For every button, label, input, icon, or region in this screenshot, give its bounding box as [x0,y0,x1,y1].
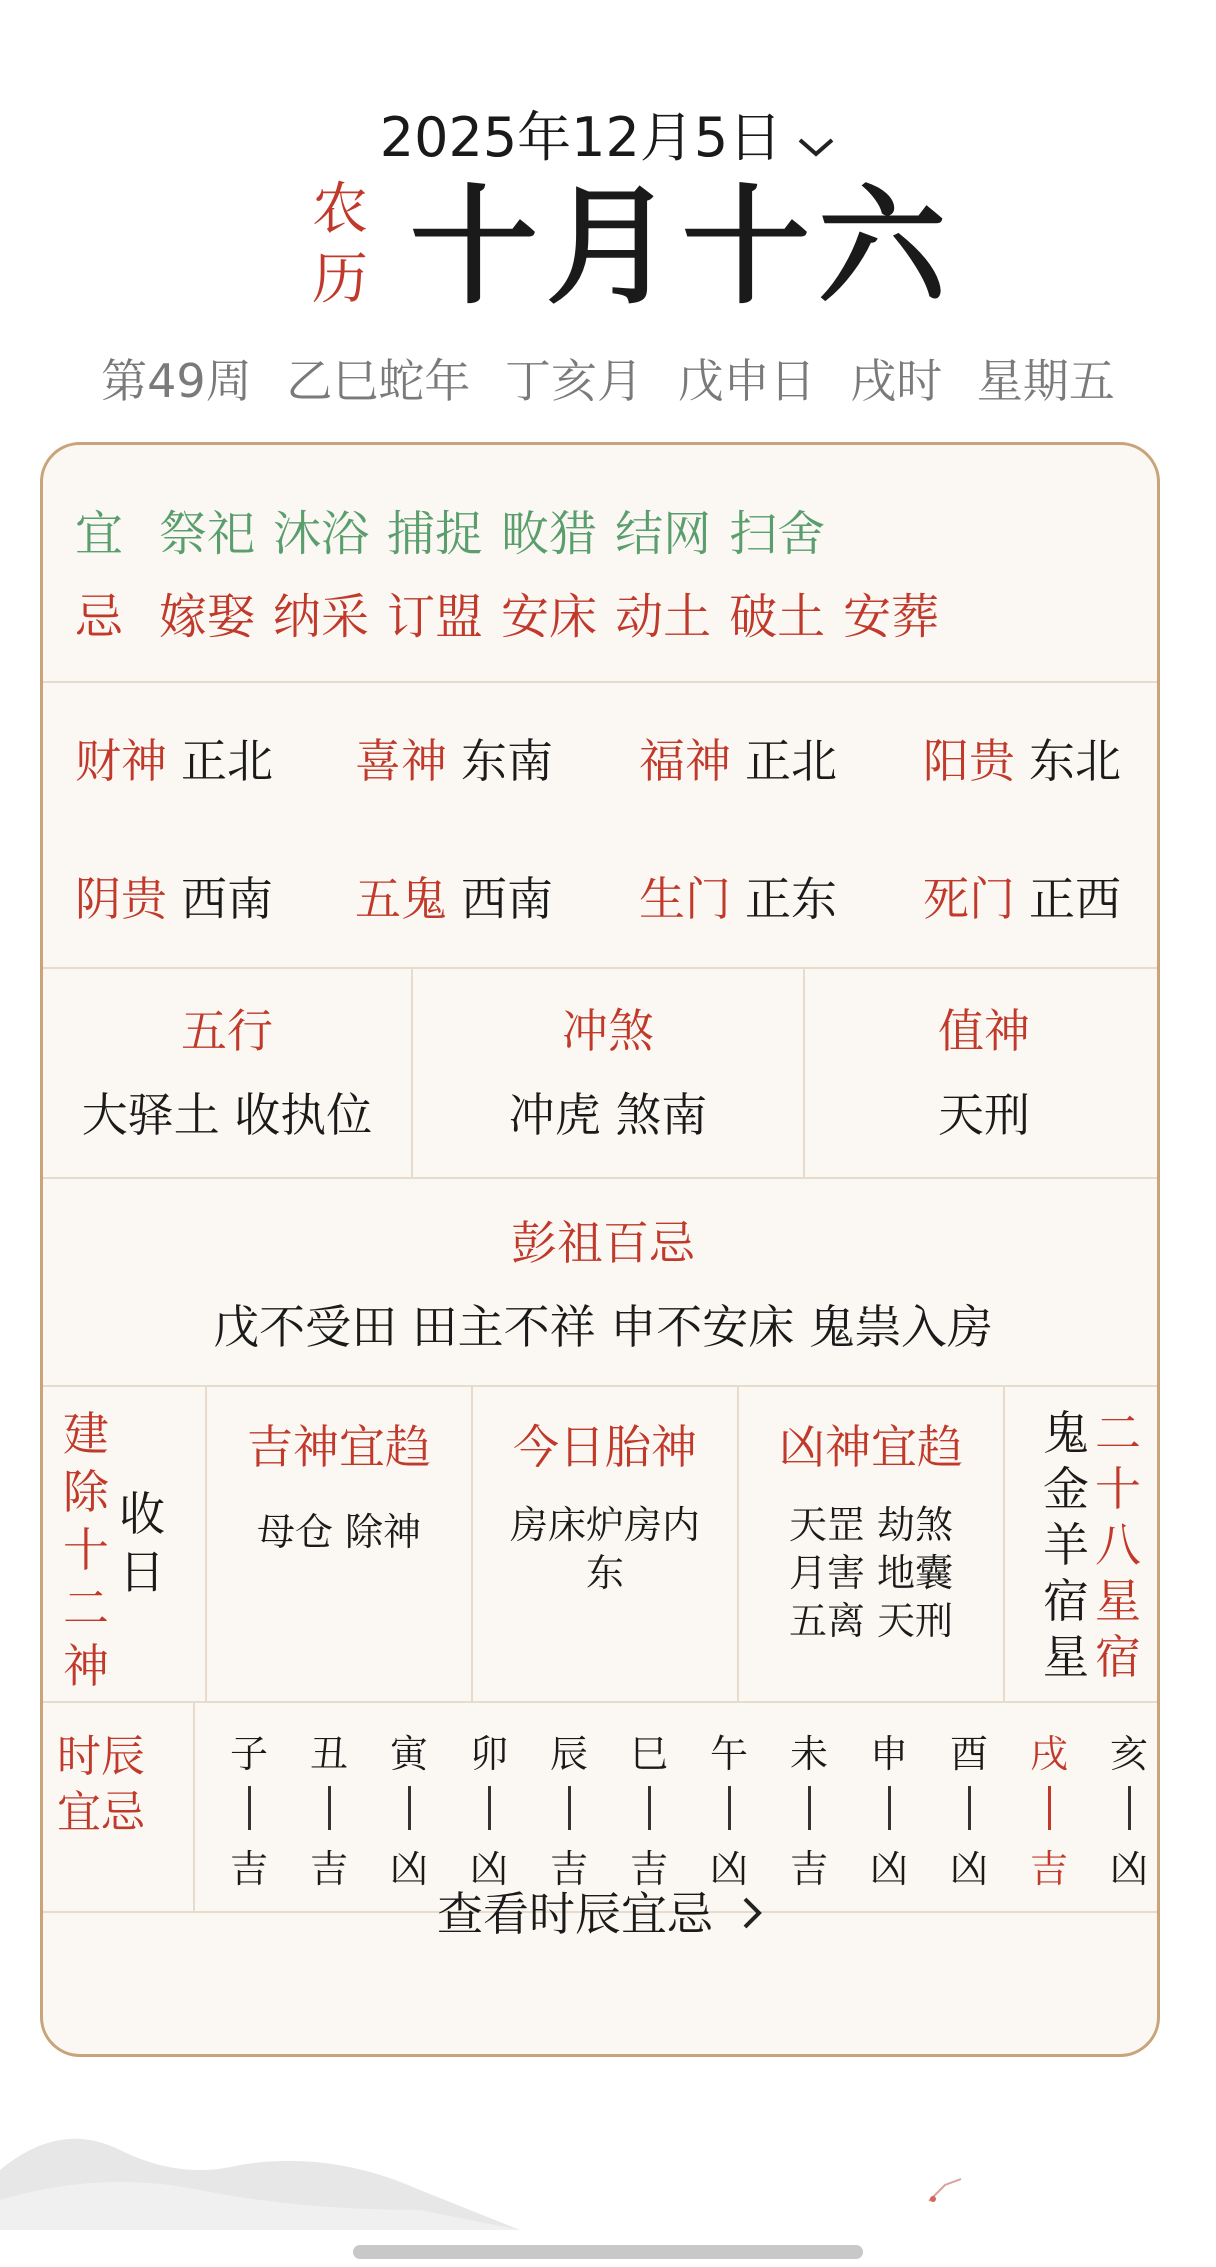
date-meta-row [0,345,1216,411]
yi-label: 宜 [75,506,124,562]
date-text: 2025年12月5日 [379,106,783,169]
taishen-cell [473,1411,737,1597]
jianchu-label: 建除十二神 [63,1407,109,1693]
jianchu-value: 收日 [119,1487,165,1599]
lunar-label-2: 历 [312,247,368,312]
chevron-right-icon [741,1887,763,1941]
hour-mao: 卯 凶 [469,1732,508,1891]
taishen-title: 今日胎神 [513,1420,697,1474]
chongsha-value: 冲虎 煞南 [508,1088,708,1142]
direction-shengmen: 生门 正东 [639,872,837,926]
yi-item: 祭祀 [159,506,256,562]
xiongshen-title: 凶神宜趋 [779,1420,963,1474]
ji-item: 嫁娶 [159,589,256,645]
hour-shen: 申 凶 [869,1732,908,1891]
ji-row [75,578,957,647]
ganzhi-year: 乙巳蛇年 [286,354,471,408]
view-shichen-label: 查看时辰宜忌 [437,1887,713,1941]
taishen-value-2: 东 [585,1551,624,1595]
direction-xishen: 喜神 东南 [355,734,553,788]
ganzhi-day: 戊申日 [677,354,816,408]
pengzu-cell [43,1207,1160,1357]
ji-item: 破土 [729,589,826,645]
hour-wei: 未 吉 [789,1732,828,1891]
lunar-date: 十月十六 [410,173,955,322]
direction-wugui: 五鬼 西南 [355,872,553,926]
lunar-label [305,175,375,315]
hour-si: 巳 吉 [629,1732,668,1891]
xiongshen-line: 天罡 劫煞 [788,1503,954,1547]
ji-item: 订盟 [387,589,484,645]
hour-you: 酉 凶 [949,1732,988,1891]
xingxiu-label: 二十八星宿 [1095,1406,1141,1684]
direction-caishen: 财神 正北 [75,734,273,788]
home-indicator[interactable] [353,2245,863,2259]
wuxing-cell [43,995,411,1145]
xiongshen-line: 月害 地囊 [788,1551,954,1595]
weekday: 星期五 [976,354,1115,408]
ji-item: 动土 [615,589,712,645]
hour-chen: 辰 吉 [549,1732,588,1891]
taishen-value-1: 房床炉房内 [509,1503,700,1547]
jishen-cell [207,1411,471,1556]
chongsha-cell [413,995,803,1145]
direction-simen: 死门 正西 [923,872,1121,926]
date-picker[interactable] [0,95,1216,173]
wuxing-value: 大驿土 收执位 [81,1088,373,1142]
zhishen-value: 天刑 [938,1088,1030,1142]
lunar-label-1: 农 [312,177,368,242]
ganzhi-hour: 戌时 [850,354,943,408]
zhishen-cell [805,995,1160,1145]
xiongshen-cell [739,1411,1003,1645]
yi-item: 扫舍 [729,506,826,562]
hour-zi: 子 吉 [229,1732,268,1891]
direction-fushen: 福神 正北 [639,734,837,788]
hour-wu: 午 凶 [709,1732,748,1891]
ji-label: 忌 [75,589,124,645]
jishen-value: 母仓 除神 [256,1510,422,1554]
yi-row [75,495,843,564]
pengzu-title: 彭祖百忌 [511,1216,695,1270]
yi-item: 结网 [615,506,712,562]
hour-yin: 寅 凶 [389,1732,428,1891]
ganzhi-month: 丁亥月 [504,354,643,408]
jishen-title: 吉神宜趋 [247,1420,431,1474]
hour-chou: 丑 吉 [309,1732,348,1891]
zhishen-title: 值神 [938,1004,1030,1058]
decor-branch-icon [925,2175,965,2205]
shichen-label: 时辰 宜忌 [57,1731,145,1838]
view-shichen-link[interactable] [43,1878,1157,1944]
direction-yanggui: 阳贵 东北 [923,734,1121,788]
wuxing-title: 五行 [181,1004,273,1058]
direction-yingui: 阴贵 西南 [75,872,273,926]
xingxiu-value: 鬼金羊宿星 [1043,1406,1089,1684]
xiongshen-line: 五离 天刑 [788,1599,954,1643]
hour-xu-current: 戌 吉 [1029,1732,1068,1891]
almanac-card [40,442,1160,2057]
ji-item: 安葬 [843,589,940,645]
ji-item: 纳采 [273,589,370,645]
pengzu-value: 戊不受田 田主不祥 申不安床 鬼祟入房 [213,1300,993,1354]
yi-item: 捕捉 [387,506,484,562]
yi-item: 畋猎 [501,506,598,562]
ji-item: 安床 [501,589,598,645]
chongsha-title: 冲煞 [562,1004,654,1058]
mountain-illustration [0,2110,520,2230]
hour-hai: 亥 凶 [1109,1732,1148,1891]
yi-item: 沐浴 [273,506,370,562]
week-number: 第49周 [101,354,252,408]
chevron-down-icon [796,110,836,173]
